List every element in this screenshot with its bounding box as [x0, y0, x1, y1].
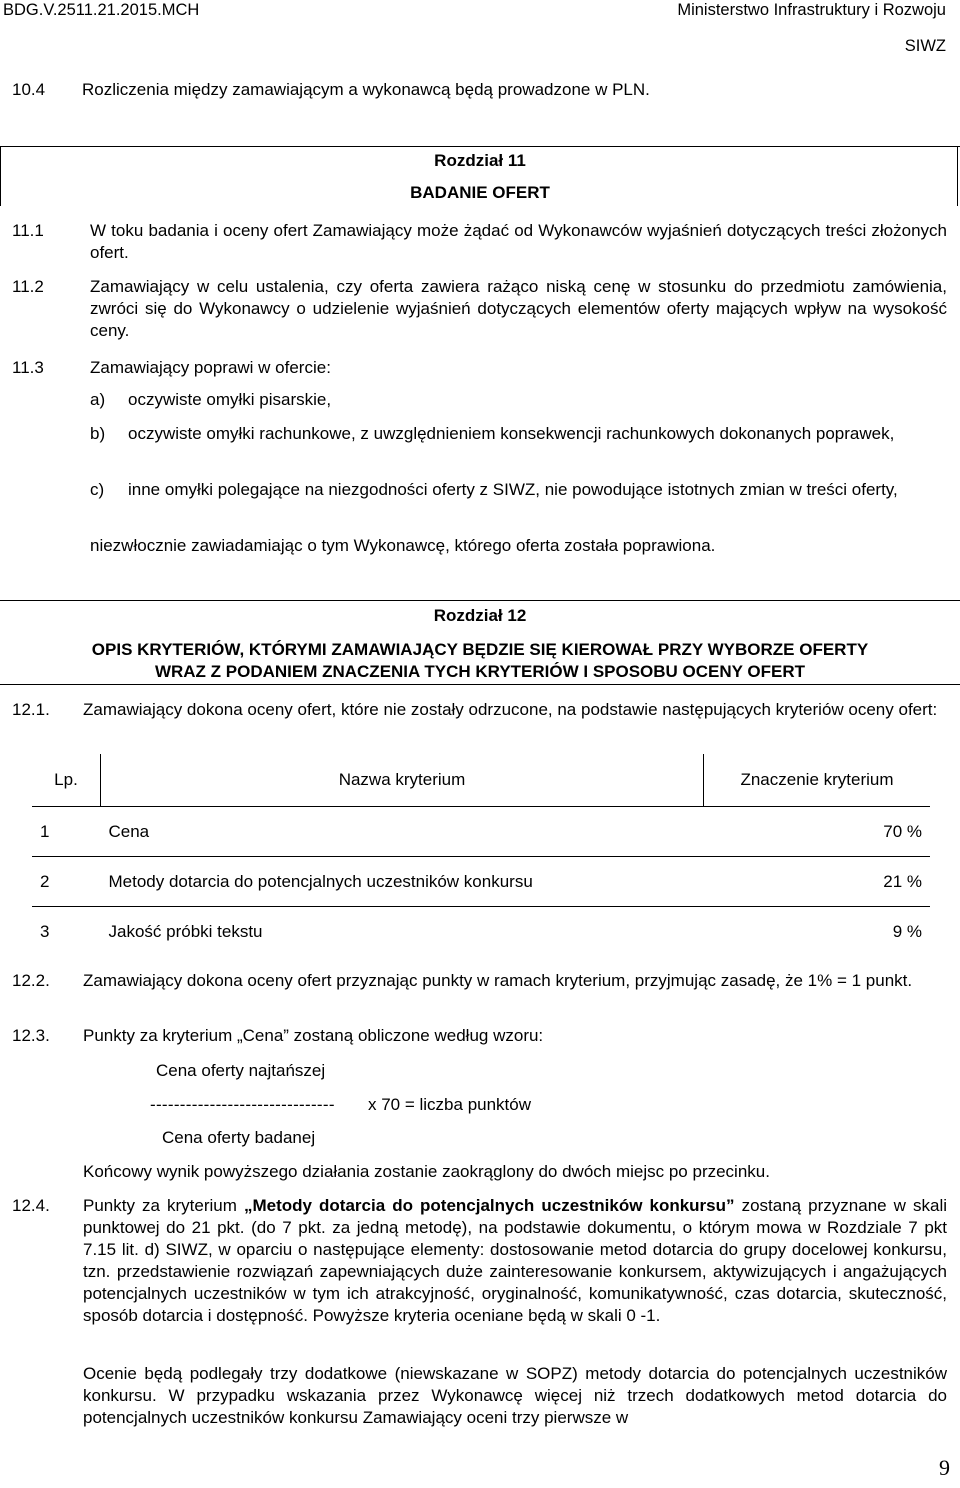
doc-code: BDG.V.2511.21.2015.MCH — [3, 1, 200, 19]
chapter-12-bottom-rule — [0, 684, 960, 685]
item-12-2-number: 12.2. — [12, 971, 50, 990]
doc-type: SIWZ — [904, 37, 946, 55]
row-weight: 9 % — [704, 907, 931, 957]
row-name: Jakość próbki tekstu — [101, 907, 704, 957]
subitem-c-text: inne omyłki polegające na niezgodności oferty z SIWZ, nie powodujące istotnych zmian w treści oferty, — [128, 480, 898, 499]
header-weight: Znaczenie kryterium — [704, 754, 931, 807]
table-row — [32, 857, 930, 907]
chapter-12-title-line-1: OPIS KRYTERIÓW, KTÓRYMI ZAMAWIAJĄCY BĘDZIE SIĘ KIEROWAŁ PRZY WYBORZE OFERTY — [91, 640, 869, 659]
item-11-3-number: 11.3 — [12, 358, 44, 377]
formula-denominator: Cena oferty badanej — [162, 1128, 316, 1147]
chapter-11-title: BADANIE OFERT — [410, 183, 550, 202]
item-12-4-post: zostaną przyznane w skali punktowej do 21 pkt. (do 7 pkt. za jedną metodę), na podstawie dokumentu, o którym mowa w Rozdziale 7 pkt 7.15 lit. d) SIWZ, w oparciu o następujące elementy: dostosowanie metod dotarcia do grupy docelowej konkursu, tzn. przedstawienie rozwiązań zapewniających duże zainteresowanie konkursem, aktywizujących i angażujących potencjalnych uczestników w tym ich atrakcyjność, oryginalność, komunikatywność, czas dotarcia, skuteczność, sposób dotarcia i dostępność. Powyższe kryteria oceniane będą w skali 0 -1. — [83, 1196, 947, 1325]
subitem-c-letter: c) — [90, 480, 105, 499]
item-12-2-text: Zamawiający dokona oceny ofert przyznając punkty w ramach kryterium, przyjmując zasadę, że 1% = 1 punkt. — [83, 971, 913, 990]
section-10-4-number: 10.4 — [12, 80, 46, 99]
item-11-1-text: W toku badania i oceny ofert Zamawiający może żądać od Wykonawców wyjaśnień dotyczących treści złożonych ofert. — [90, 221, 947, 262]
row-weight: 21 % — [704, 857, 931, 907]
subitem-a-letter: a) — [90, 390, 106, 409]
item-12-4-number: 12.4. — [12, 1196, 50, 1215]
item-12-4-criterion-name: „Metody dotarcia do potencjalnych uczestników konkursu” — [243, 1196, 735, 1215]
item-12-4-pre: Punkty za kryterium — [83, 1196, 244, 1215]
criteria-table — [32, 754, 930, 956]
row-lp: 3 — [32, 907, 101, 957]
row-lp: 2 — [32, 857, 101, 907]
chapter-12-top-rule — [0, 600, 960, 601]
item-12-1-text: Zamawiający dokona oceny ofert, które nie zostały odrzucone, na podstawie następujących kryteriów oceny ofert: — [83, 700, 938, 719]
chapter-11-top-rule — [0, 146, 960, 147]
subitem-b-letter: b) — [90, 424, 106, 443]
rounding-note: Końcowy wynik powyższego działania zostanie zaokrąglony do dwóch miejsc po przecinku. — [83, 1162, 770, 1181]
subitem-b-text: oczywiste omyłki rachunkowe, z uwzględnieniem konsekwencji rachunkowych dokonanych poprawek, — [128, 424, 895, 443]
ministry-name: Ministerstwo Infrastruktury i Rozwoju — [677, 1, 946, 19]
chapter-11-label: Rozdział 11 — [434, 151, 526, 170]
item-12-3-text: Punkty za kryterium „Cena” zostaną obliczone według wzoru: — [83, 1026, 544, 1045]
page-number: 9 — [939, 1455, 950, 1480]
item-12-4-text — [83, 1195, 947, 1327]
criteria-table-header-row — [32, 754, 930, 807]
subitem-a-text: oczywiste omyłki pisarskie, — [128, 390, 332, 409]
table-row — [32, 907, 930, 957]
section-10-4-text: Rozliczenia między zamawiającym a wykonawcą będą prowadzone w PLN. — [82, 80, 650, 99]
item-12-4-continuation: Ocenie będą podlegały trzy dodatkowe (niewskazane w SOPZ) metody dotarcia do potencjalnych uczestników konkursu. W przypadku wskazania przez Wykonawcę więcej niż trzech dodatkowych metod dotarcia do potencjalnych uczestników konkursu Zamawiający oceni trzy pierwsze w — [83, 1364, 947, 1427]
table-row — [32, 807, 930, 857]
item-11-1-number: 11.1 — [12, 221, 44, 240]
item-11-2-number: 11.2 — [12, 277, 44, 296]
item-11-2-text: Zamawiający w celu ustalenia, czy oferta zawiera rażąco niską cenę w stosunku do przedmiotu zamówienia, zwróci się do Wykonawcy o udzielenie wyjaśnień dotyczących elementów oferty mających wpływ na wysokość ceny. — [90, 277, 947, 340]
row-weight: 70 % — [883, 821, 922, 841]
chapter-12-label: Rozdział 12 — [433, 606, 527, 625]
chapter-12-title-line-2: WRAZ Z PODANIEM ZNACZENIA TYCH KRYTERIÓW I SPOSOBU OCENY OFERT — [154, 662, 806, 681]
item-12-3-number: 12.3. — [12, 1026, 50, 1045]
item-12-1-number: 12.1. — [12, 700, 50, 719]
item-11-3-closing: niezwłocznie zawiadamiając o tym Wykonawcę, którego oferta została poprawiona. — [90, 536, 716, 555]
formula-numerator: Cena oferty najtańszej — [156, 1061, 326, 1080]
formula-fraction-bar: ------------------------------- — [150, 1095, 335, 1114]
formula-multiplier: x 70 = liczba punktów — [368, 1095, 532, 1114]
row-name: Cena — [108, 821, 150, 841]
item-11-3-text: Zamawiający poprawi w ofercie: — [90, 358, 331, 377]
header-name: Nazwa kryterium — [101, 754, 704, 807]
header-lp: Lp. — [32, 754, 101, 807]
row-lp: 1 — [40, 821, 50, 841]
row-name: Metody dotarcia do potencjalnych uczestników konkursu — [101, 857, 704, 907]
